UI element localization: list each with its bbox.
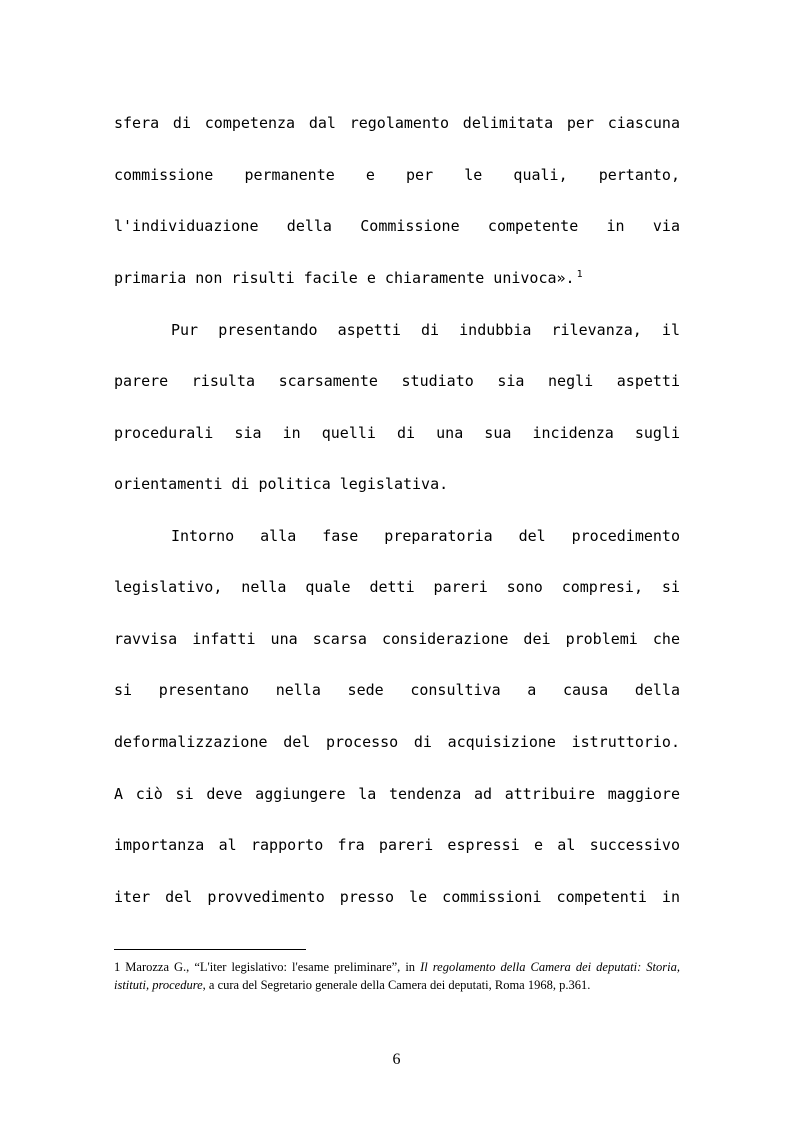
footnote-publication: , a cura del Segretario generale della Camera dei deputati, Roma 1968, p.361. [202, 978, 591, 992]
body-line: importanza al rapporto fra pareri espressi e al successivo [114, 836, 680, 854]
footnote-separator [114, 949, 306, 950]
body-line [114, 268, 680, 288]
body-line: sfera di competenza dal regolamento delimitata per ciascuna [114, 114, 680, 132]
body-line: Intorno alla fase preparatoria del procedimento [171, 527, 680, 545]
body-line: procedurali sia in quelli di una sua incidenza sugli [114, 424, 680, 442]
body-line: commissione permanente e per le quali, pertanto, [114, 166, 680, 184]
footnote-author-title: Marozza G., “L'iter legislativo: l'esame preliminare”, in [120, 960, 421, 974]
body-line: si presentano nella sede consultiva a causa della [114, 681, 680, 699]
page-number: 6 [392, 1051, 401, 1068]
footnote-reference[interactable]: 1 [576, 269, 583, 280]
body-line: Pur presentando aspetti di indubbia rilevanza, il [171, 321, 680, 339]
body-line: ravvisa infatti una scarsa considerazione dei problemi che [114, 630, 680, 648]
body-line: parere risulta scarsamente studiato sia negli aspetti [114, 372, 680, 390]
body-line: deformalizzazione del processo di acquisizione istruttorio. [114, 733, 680, 751]
body-line: legislativo, nella quale detti pareri sono compresi, si [114, 578, 680, 596]
body-line-text: primaria non risulti facile e chiaramente univoca». [114, 269, 575, 287]
body-line: l'individuazione della Commissione competente in via [114, 217, 680, 235]
body-line: iter del provvedimento presso le commissioni competenti in [114, 888, 680, 906]
body-line: A ciò si deve aggiungere la tendenza ad attribuire maggiore [114, 785, 680, 803]
body-line: orientamenti di politica legislativa. [114, 475, 449, 493]
footnote-number: 1 [114, 960, 121, 974]
footnote-book-title: Il regolamento della Camera dei deputati: Storia, istituti, procedure [114, 960, 680, 992]
footnote [114, 958, 680, 994]
